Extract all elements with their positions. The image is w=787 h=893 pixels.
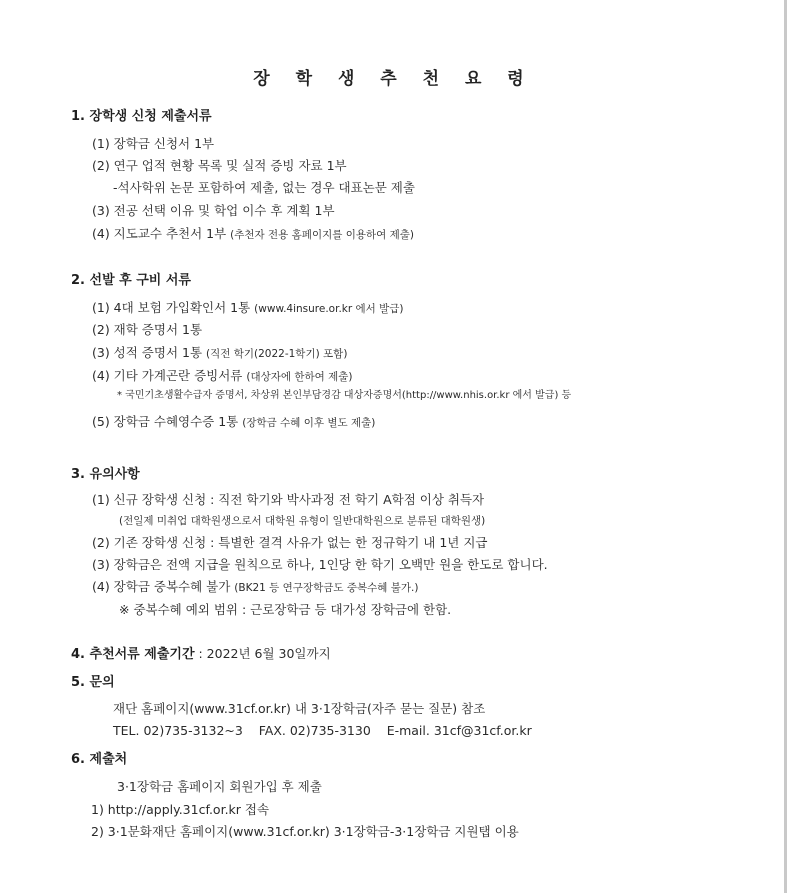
submit-step-1: 1) http://apply.31cf.or.kr 접속 — [91, 802, 270, 817]
section-2-heading: 2. 선발 후 구비 서류 — [71, 273, 191, 288]
s2-item-4-sub: * 국민기초생활수급자 증명서, 차상위 본인부담경감 대상자증명서(http://www.nhis.or.kr 에서 발급) 등 — [117, 390, 572, 401]
s2-item-5-label: (5) 장학금 수혜영수증 1통 — [92, 414, 239, 429]
s3-item-1-note: (전일제 미취업 대학원생으로서 대학원 유형이 일반대학원으로 분류된 대학원생) — [119, 515, 486, 527]
s3-item-4-label: (4) 장학금 중복수혜 불가 — [92, 579, 231, 594]
section-5-heading: 5. 문의 — [71, 675, 115, 690]
s3-item-4-sub: ※ 중복수혜 예외 범위 : 근로장학금 등 대가성 장학금에 한함. — [119, 602, 452, 617]
s3-item-4-note: (BK21 등 연구장학금도 중복수혜 불가.) — [234, 582, 419, 594]
s2-item-1-label: (1) 4대 보험 가입확인서 1통 — [92, 300, 251, 315]
s3-item-3: (3) 장학금은 전액 지급을 원칙으로 하나, 1인당 한 학기 오백만 원을 한도로 합니다. — [92, 557, 548, 572]
s2-item-3 — [92, 347, 347, 360]
section-4-heading: 4. 추천서류 제출기간 — [71, 647, 195, 662]
s1-item-4-note: (추천자 전용 홈페이지를 이용하여 제출) — [230, 229, 415, 241]
s3-item-2: (2) 기존 장학생 신청 : 특별한 결격 사유가 없는 한 정규학기 내 1년 지급 — [92, 535, 488, 550]
submit-note: 3·1장학금 홈페이지 회원가입 후 제출 — [117, 779, 322, 794]
s2-item-5 — [92, 416, 375, 429]
s3-item-4 — [92, 581, 419, 594]
s2-item-4-note: (대상자에 한하여 제출) — [246, 371, 353, 383]
section-4 — [71, 648, 331, 661]
s1-item-2-note: -석사학위 논문 포함하여 제출, 없는 경우 대표논문 제출 — [113, 180, 415, 195]
s2-item-2: (2) 재학 증명서 1통 — [92, 322, 203, 337]
s2-item-5-note: (장학금 수혜 이후 별도 제출) — [242, 417, 376, 429]
s2-item-1-note: (www.4insure.or.kr 에서 발급) — [254, 303, 404, 315]
s1-item-1: (1) 장학금 신청서 1부 — [92, 136, 215, 151]
s1-item-4-label: (4) 지도교수 추천서 1부 — [92, 226, 227, 241]
submit-step-2: 2) 3·1문화재단 홈페이지(www.31cf.or.kr) 3·1장학금-3·1장학금 지원탭 이용 — [91, 824, 519, 839]
page-title: 장 학 생 추 천 요 령 — [253, 69, 534, 89]
s2-item-1 — [92, 302, 404, 315]
s2-item-3-label: (3) 성적 증명서 1통 — [92, 345, 203, 360]
submission-period: : 2022년 6월 30일까지 — [198, 646, 331, 661]
s2-item-4 — [92, 370, 353, 383]
contact-phone-fax-email: TEL. 02)735-3132~3 FAX. 02)735-3130 E-mail. 31cf@31cf.or.kr — [113, 723, 532, 738]
s3-item-1: (1) 신규 장학생 신청 : 직전 학기와 박사과정 전 학기 A학점 이상 취득자 — [92, 492, 485, 507]
section-1-heading: 1. 장학생 신청 제출서류 — [71, 109, 212, 124]
s2-item-4-label: (4) 기타 가계곤란 증빙서류 — [92, 368, 243, 383]
s1-item-4 — [92, 228, 414, 241]
s1-item-2: (2) 연구 업적 현황 목록 및 실적 증빙 자료 1부 — [92, 158, 347, 173]
s2-item-3-note: (직전 학기(2022-1학기) 포함) — [206, 348, 348, 360]
s1-item-3: (3) 전공 선택 이유 및 학업 이수 후 계획 1부 — [92, 203, 335, 218]
section-3-heading: 3. 유의사항 — [71, 467, 140, 482]
section-6-heading: 6. 제출처 — [71, 752, 128, 767]
contact-homepage: 재단 홈페이지(www.31cf.or.kr) 내 3·1장학금(자주 묻는 질문) 참조 — [113, 701, 486, 716]
